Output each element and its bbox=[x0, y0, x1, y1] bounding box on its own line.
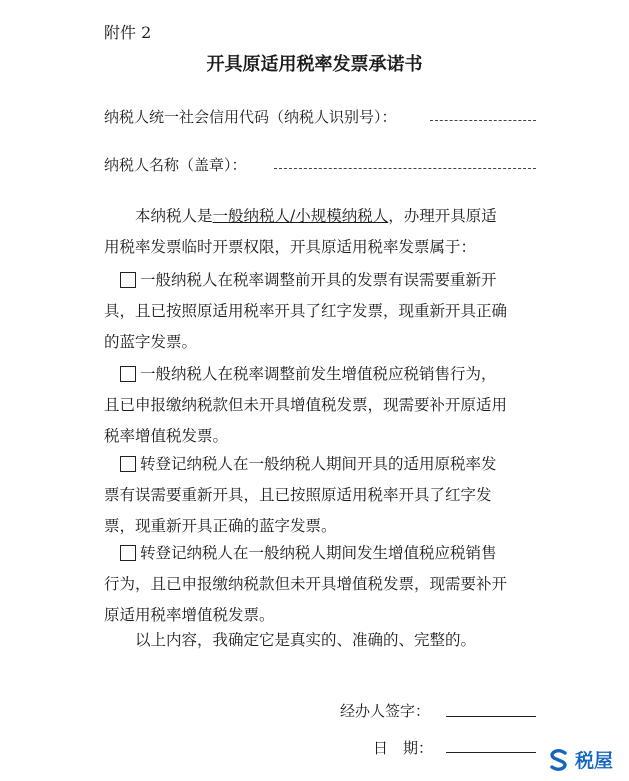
logo-text: 税屋 bbox=[575, 750, 614, 772]
option-2-line-1: 一般纳税人在税率调整前发生增值税应税销售行为， bbox=[140, 365, 497, 383]
date-line bbox=[446, 752, 536, 753]
taxpayer-name-blank bbox=[274, 168, 536, 169]
logo-s-icon bbox=[546, 747, 572, 773]
option-4-checkbox[interactable] bbox=[120, 545, 136, 561]
option-3-line-2: 票有误需要重新开具，且已按照原适用税率开具了红字发 bbox=[104, 486, 492, 504]
date-label: 日 期： bbox=[373, 739, 434, 757]
option-4-line-3: 原适用税率增值税发票。 bbox=[104, 606, 275, 624]
option-4 bbox=[104, 538, 536, 631]
option-4-line-2: 行为，且已申报缴纳税款但未开具增值税发票，现需要补开 bbox=[104, 575, 508, 593]
taxpayer-code-label: 纳税人统一社会信用代码（纳税人识别号）： bbox=[104, 108, 397, 126]
option-3-line-3: 票，现重新开具正确的蓝字发票。 bbox=[104, 517, 337, 535]
option-4-line-1: 转登记纳税人在一般纳税人期间发生增值税应税销售 bbox=[140, 544, 497, 562]
option-1-checkbox[interactable] bbox=[120, 272, 136, 288]
confirmation-statement: 以上内容，我确定它是真实的、准确的、完整的。 bbox=[135, 631, 477, 649]
intro-suffix: ，办理开具原适 bbox=[388, 207, 497, 225]
intro-prefix: 本纳税人是 bbox=[135, 207, 213, 225]
option-3-checkbox[interactable] bbox=[120, 456, 136, 472]
signer-label: 经办人签字： bbox=[340, 702, 431, 720]
option-2-checkbox[interactable] bbox=[120, 366, 136, 382]
option-2 bbox=[104, 359, 536, 452]
option-1 bbox=[104, 265, 536, 358]
option-1-line-2: 具，且已按照原适用税率开具了红字发票，现重新开具正确 bbox=[104, 302, 508, 320]
taxpayer-type-options: 一般纳税人/小规模纳税人 bbox=[212, 207, 389, 225]
shuiwu-logo bbox=[546, 746, 613, 773]
option-1-line-3: 的蓝字发票。 bbox=[104, 333, 198, 351]
intro-paragraph bbox=[104, 201, 536, 263]
intro-line-2: 用税率发票临时开票权限，开具原适用税率发票属于： bbox=[104, 238, 477, 256]
taxpayer-code-blank bbox=[430, 120, 536, 121]
option-2-line-3: 税率增值税发票。 bbox=[104, 427, 229, 445]
option-1-line-1: 一般纳税人在税率调整前开具的发票有误需要重新开 bbox=[140, 271, 497, 289]
option-3-line-1: 转登记纳税人在一般纳税人期间开具的适用原税率发 bbox=[140, 455, 497, 473]
option-3 bbox=[104, 449, 536, 542]
option-2-line-2: 且已申报缴纳税款但未开具增值税发票，现需要补开原适用 bbox=[104, 396, 508, 414]
signature-line bbox=[446, 716, 536, 717]
page-title: 开具原适用税率发票承诺书 bbox=[206, 54, 423, 75]
taxpayer-name-label: 纳税人名称（盖章）： bbox=[104, 156, 247, 174]
attachment-label: 附件 2 bbox=[104, 23, 152, 42]
